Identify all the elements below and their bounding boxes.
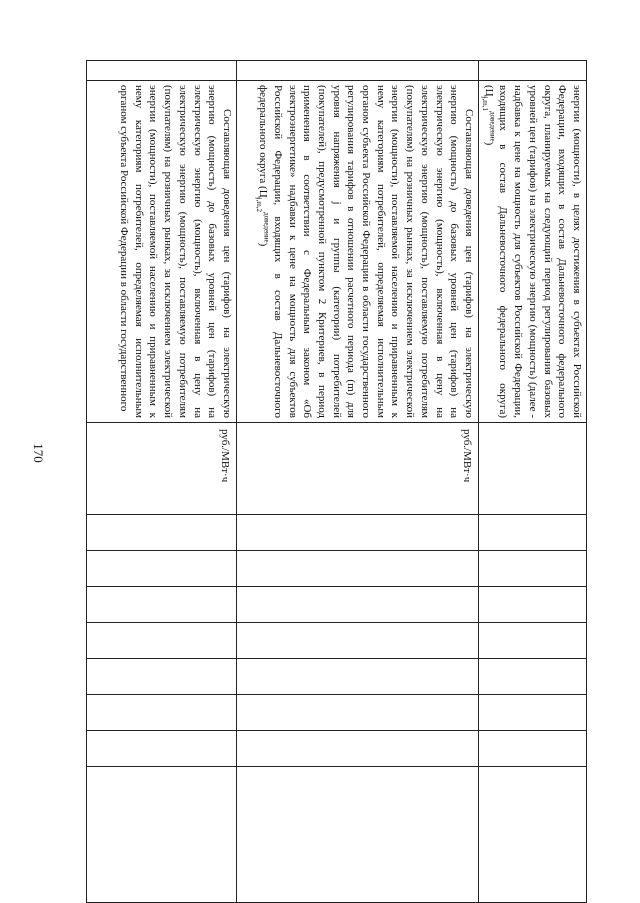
value-cell [87,659,237,695]
tariff-table [86,60,587,903]
value-cell [87,767,237,903]
formula-sub: j,m,1 [480,96,489,111]
page-number: 170 [31,443,46,463]
table-row [237,61,479,903]
value-cell [237,587,479,623]
value-cell [479,695,587,731]
table-row [87,61,237,903]
value-cell [87,515,237,551]
unit-cell: руб./МВт·ч [87,423,237,515]
value-cell [87,551,237,587]
blank-cell [87,61,237,81]
value-cell [87,695,237,731]
blank-cell [237,61,479,81]
value-cell [479,623,587,659]
description-text: энергии (мощности), в целях достижения в субъектах Российской Федерации, входящих в состав Дальневосточного федерального округа, планируемых на следующий период регулирования базовых уровней цен (тарифов) на электрическую энергию (мощность) (далее - надбавка к цене на мощность для субъектов Российской Федерации, входящих в состав Дальневосточного федерального округа) (Ц [482,85,583,418]
value-cell [237,623,479,659]
formula-sub: j,m,2 [254,197,263,213]
blank-cell [479,61,587,81]
unit-cell [479,423,587,515]
value-cell [479,767,587,903]
value-cell [237,515,479,551]
value-cell [479,731,587,767]
value-cell [87,623,237,659]
value-cell [237,659,479,695]
description-cell [479,81,587,423]
formula-close: ) [257,242,270,247]
description-cell [87,81,237,423]
value-cell [87,731,237,767]
unit-cell: руб./МВт·ч [237,423,479,515]
table-row [479,61,587,903]
value-cell [237,695,479,731]
value-cell [237,551,479,587]
description-cell [237,81,479,423]
description-text: Составляющая доведения цен (тарифов) на электрическую энергию (мощность) до базовых уровней цен (тарифов) на электрическую энергию (мощность), включенная в цену на электрическую энергию (мощность), поставляемую потребителям (покупателям) на розничных рынках, за исключением электрической энергии (мощности), поставляемой населению и приравненным к нему категориям потребителей, определяемая исполнительным органом субъекта Российской Федерации в области государственного [118,85,233,418]
value-cell [237,731,479,767]
value-cell [87,587,237,623]
value-cell [479,659,587,695]
value-cell [479,515,587,551]
formula-sup: доведение [488,111,497,142]
formula-sup: доведение [262,212,271,243]
value-cell [237,767,479,903]
description-text: Составляющая доведения цен (тарифов) на электрическую энергию (мощность) до базовых уровней цен (тарифов) на электрическую энергию (мощность), включенная в цену на электрическую энергию (мощность), поставляемую потребителям (покупателям) на розничных рынках, за исключением электрической энергии (мощности), поставляемой населению и приравненным к нему категориям потребителей, определяемая исполнительным органом субъекта Российской Федерации в области государственного регулирования тарифов в отношении расчетного периода (m) для уровня напряжения j и группы (категории) потребителей (покупателей), предусмотренной пунктом 2 Критериев, в период применения в соответствии с Федеральным законом «Об электроэнергетике» надбавки к цене на мощность для субъектов Российской Федерации, входящих в состав Дальневосточного федерального округа (Ц [257,85,475,418]
value-cell [479,551,587,587]
tariff-table-rotated [87,60,587,902]
formula-close: ) [482,141,495,146]
value-cell [479,587,587,623]
